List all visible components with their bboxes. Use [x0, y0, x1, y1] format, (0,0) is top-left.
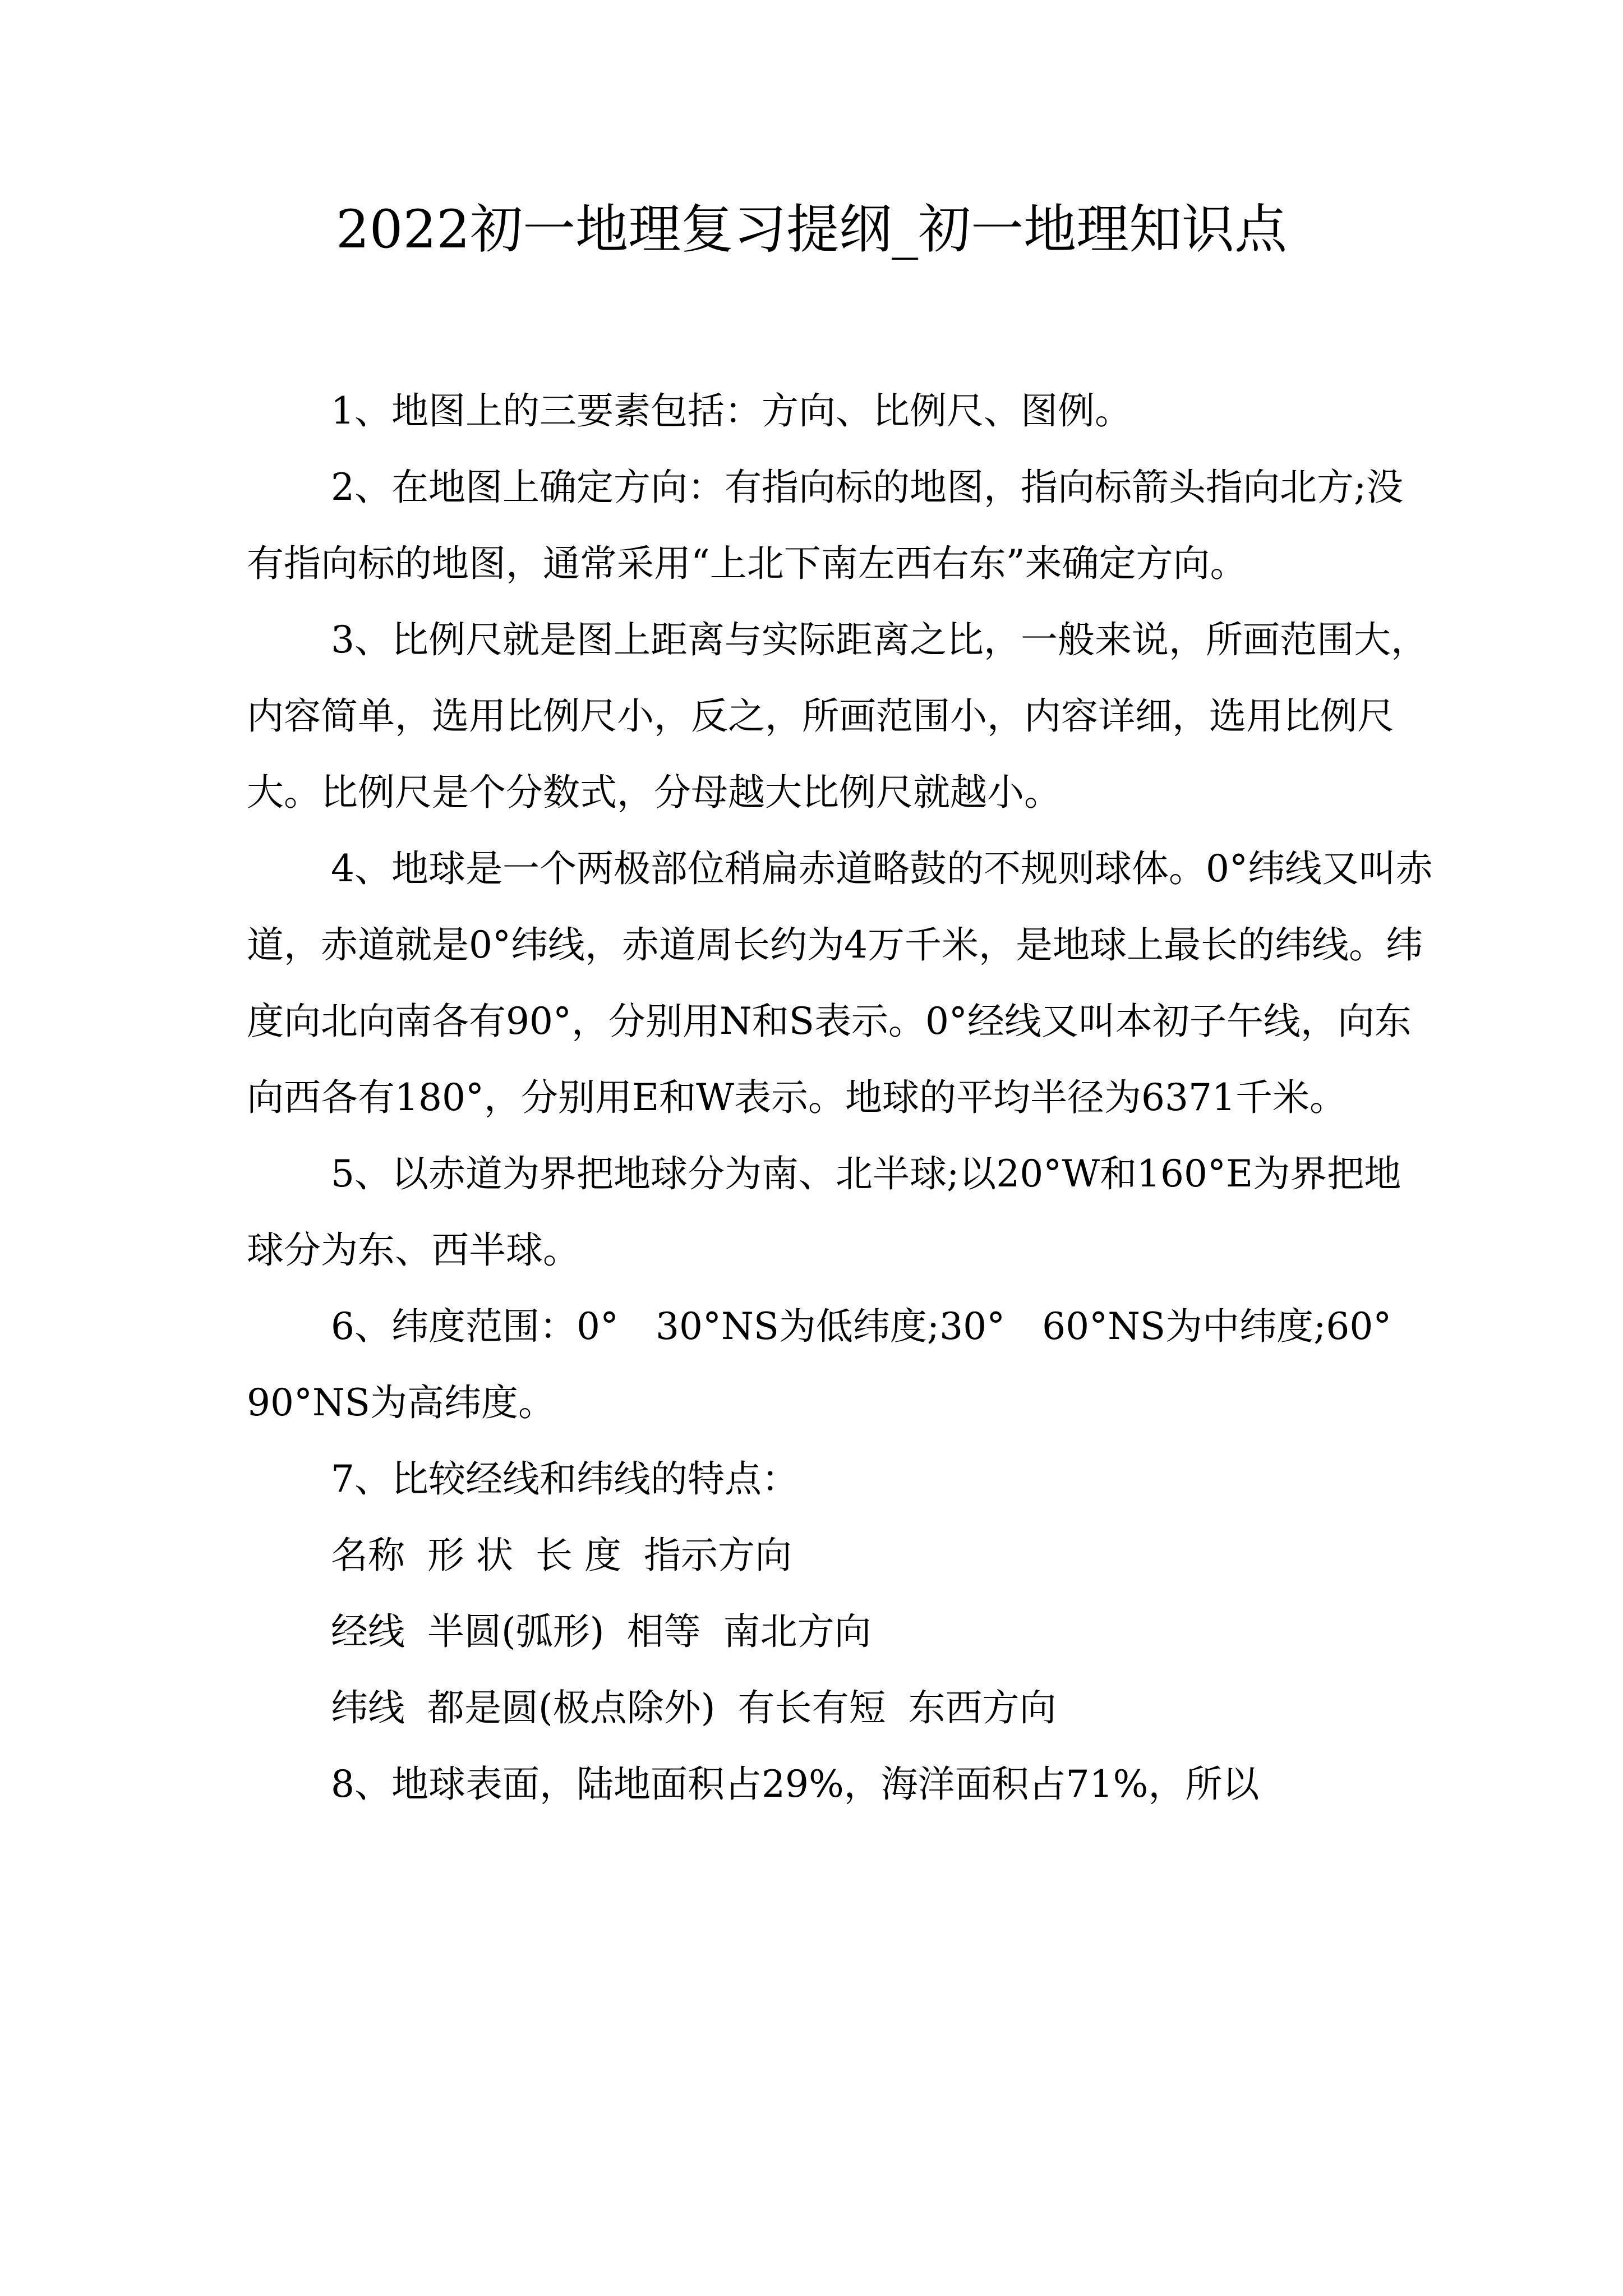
table-header-row: [247, 1517, 1436, 1594]
table-cell: 半圆(弧形): [427, 1610, 605, 1653]
table-cell: 都是圆(极点除外): [427, 1686, 716, 1729]
table-header-cell: 长 度: [535, 1534, 621, 1577]
table-row-meridian: [247, 1594, 1436, 1670]
page-title: 2022初一地理复习提纲_初一地理知识点: [335, 199, 1288, 260]
paragraph-1: 1、地图上的三要素包括：方向、比例尺、图例。: [331, 389, 1132, 432]
table-header-cell: 形 状: [427, 1534, 513, 1577]
table-header-cell: 指示方向: [643, 1534, 792, 1577]
table-cell: 南北方向: [723, 1610, 872, 1653]
table-cell: 经线: [331, 1610, 405, 1653]
paragraph-2: 2、在地图上确定方向：有指向标的地图，指向标箭头指向北方;没有指向标的地图，通常采用“上北下南左西右东”来确定方向。: [247, 466, 1404, 585]
paragraph-5: 5、以赤道为界把地球分为南、北半球;以20°W和160°E为界把地球分为东、西半球。: [247, 1152, 1401, 1272]
document-body: [247, 373, 1436, 1823]
table-row-parallel: [247, 1670, 1436, 1746]
table-cell: 相等: [626, 1610, 701, 1653]
paragraph-3: 3、比例尺就是图上距离与实际距离之比，一般来说，所画范围大，内容简单，选用比例尺小，反之，所画范围小，内容详细，选用比例尺大。比例尺是个分数式，分母越大比例尺就越小。: [247, 618, 1428, 814]
paragraph-7: 7、比较经线和纬线的特点：: [331, 1457, 799, 1501]
paragraph-6: 6、纬度范围：0° 30°NS为低纬度;30° 60°NS为中纬度;60° 90°NS为高纬度。: [247, 1305, 1429, 1424]
table-header-cell: 名称: [331, 1534, 405, 1577]
paragraph-4: 4、地球是一个两极部位稍扁赤道略鼓的不规则球体。0°纬线又叫赤道，赤道就是0°纬线，赤道周长约为4万千米，是地球上最长的纬线。纬度向北向南各有90°，分别用N和S表示。0°经线又叫本初子午线，向东向西各有180°，分别用E和W表示。地球的平均半径为6371千米。: [247, 847, 1433, 1119]
table-cell: 有长有短: [737, 1686, 886, 1729]
table-cell: 东西方向: [908, 1686, 1057, 1729]
table-cell: 纬线: [331, 1686, 405, 1729]
paragraph-8: 8、地球表面，陆地面积占29%，海洋面积占71%，所以: [331, 1763, 1260, 1806]
